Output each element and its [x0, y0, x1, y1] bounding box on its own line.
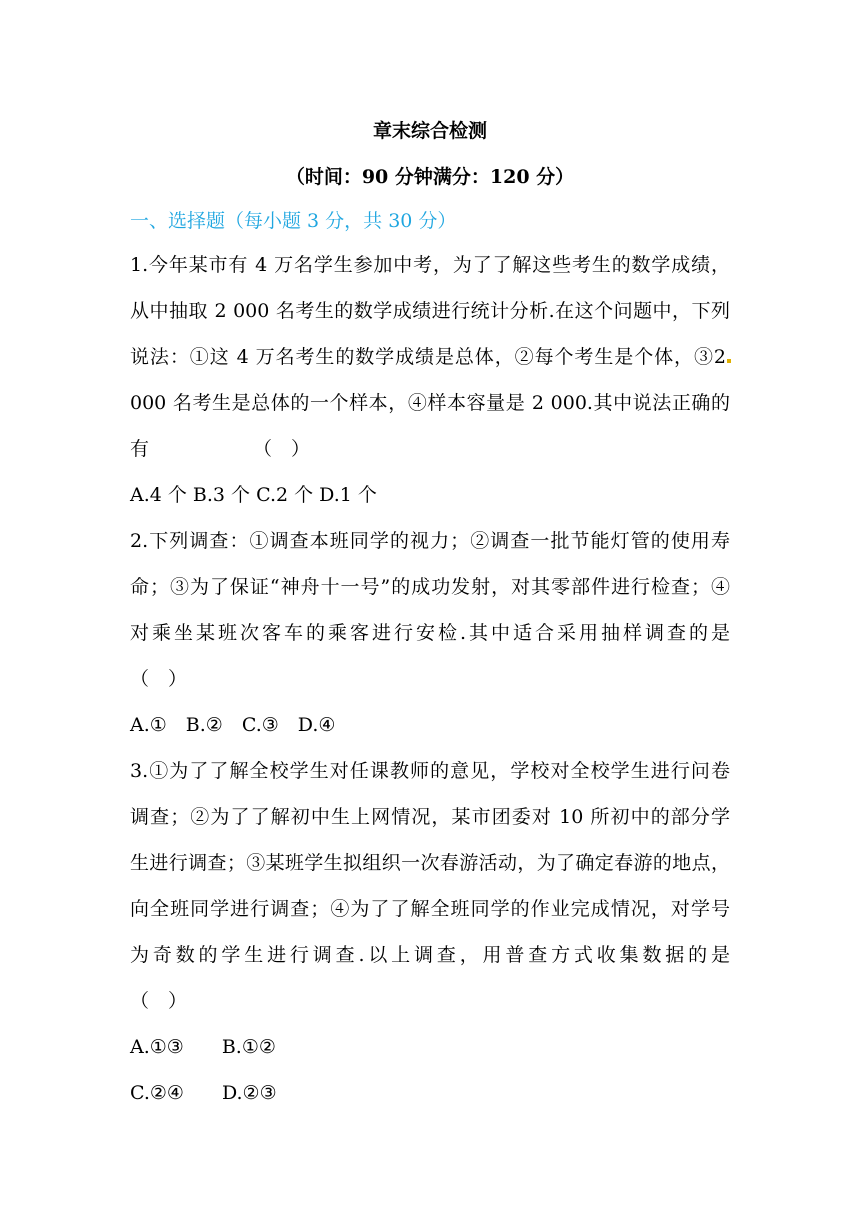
annotation-mark — [727, 359, 731, 363]
q2-options: A.① B.② C.③ D.④ — [130, 714, 336, 736]
q1-options: A.4 个 B.3 个 C.2 个 D.1 个 — [130, 484, 377, 506]
section-heading: 一、选择题（每小题 3 分，共 30 分） — [130, 210, 457, 232]
q3-options-row-1: A.①③ B.①② — [130, 1036, 276, 1058]
q2-line-2: 命；③为了保证“神舟十一号”的成功发射，对其零部件进行检查；④ — [130, 576, 730, 598]
q1-line-4: 000 名考生是总体的一个样本，④样本容量是 2 000.其中说法正确的 — [130, 392, 730, 414]
q2-line-1: 2.下列调查：①调查本班同学的视力；②调查一批节能灯管的使用寿 — [130, 530, 730, 552]
q1-line-1: 1.今年某市有 4 万名学生参加中考，为了了解这些考生的数学成绩， — [130, 254, 730, 276]
q3-line-4: 向全班同学进行调查；④为了了解全班同学的作业完成情况，对学号 — [130, 898, 730, 920]
q1-line-2: 从中抽取 2 000 名考生的数学成绩进行统计分析.在这个问题中，下列 — [130, 300, 730, 322]
q2-line-3: 对乘坐某班次客车的乘客进行安检.其中适合采用抽样调查的是 — [130, 622, 730, 644]
q3-line-2: 调查；②为了了解初中生上网情况，某市团委对 10 所初中的部分学 — [130, 806, 730, 828]
answer-bracket: （ ） — [253, 438, 311, 460]
q3-line-3: 生进行调查；③某班学生拟组织一次春游活动，为了确定春游的地点， — [130, 852, 730, 874]
q1-line-3-text: 说法：①这 4 万名考生的数学成绩是总体，②每个考生是个体，③2 — [130, 346, 726, 368]
exam-info: （时间：90 分钟满分：120 分） — [285, 166, 575, 188]
q1-line-5 — [130, 434, 730, 461]
q1-line-5-text: 有 — [130, 438, 150, 460]
q3-line-1: 3.①为了了解全校学生对任课教师的意见，学校对全校学生进行问卷 — [130, 760, 730, 782]
q3-line-5: 为奇数的学生进行调查.以上调查，用普查方式收集数据的是 — [130, 944, 730, 966]
q2-answer-bracket: （ ） — [130, 668, 188, 690]
q3-answer-bracket: （ ） — [130, 990, 188, 1012]
page-title: 章末综合检测 — [372, 120, 487, 142]
q3-options-row-2: C.②④ D.②③ — [130, 1082, 277, 1104]
q1-line-3 — [130, 342, 730, 369]
